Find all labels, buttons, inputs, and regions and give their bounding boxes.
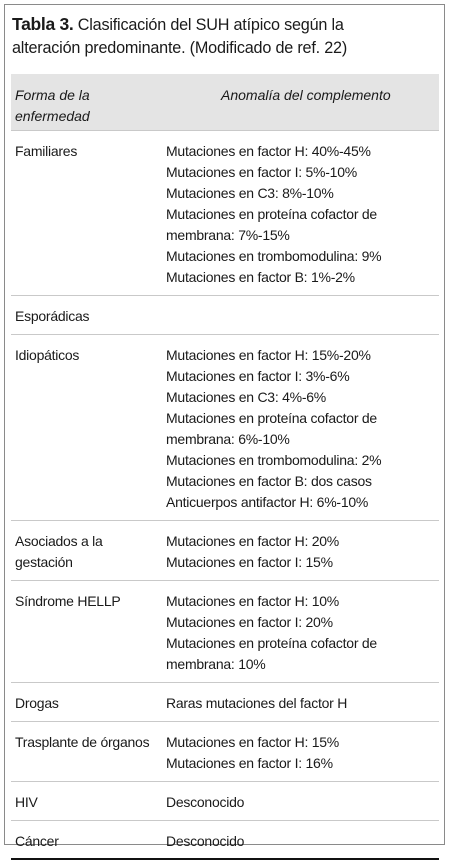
cell-complement-anomaly — [166, 345, 436, 513]
cell-line: Mutaciones en proteína cofactor de — [166, 206, 377, 222]
cell-disease-form — [15, 345, 155, 366]
cell-line: Mutaciones en factor I: 15% — [166, 554, 333, 570]
table-row — [11, 782, 439, 821]
cell-line: Drogas — [15, 695, 59, 711]
cell-disease-form — [15, 306, 155, 327]
classification-table — [11, 74, 439, 860]
cell-line: Mutaciones en factor H: 15% — [166, 734, 340, 750]
cell-line: Mutaciones en factor I: 3%-6% — [166, 368, 350, 384]
cell-line: Familiares — [15, 143, 78, 159]
cell-line: Desconocido — [166, 833, 245, 849]
cell-line: Idiopáticos — [15, 347, 80, 363]
cell-line: Raras mutaciones del factor H — [166, 695, 348, 711]
table-row — [11, 335, 439, 521]
cell-complement-anomaly — [166, 141, 436, 288]
cell-line: Esporádicas — [15, 308, 90, 324]
cell-line: gestación — [15, 554, 73, 570]
cell-complement-anomaly — [166, 792, 436, 813]
cell-line: Mutaciones en factor B: 1%-2% — [166, 269, 355, 285]
cell-line: Mutaciones en factor H: 40%-45% — [166, 143, 371, 159]
cell-line: Trasplante de órganos — [15, 734, 150, 750]
table-row — [11, 296, 439, 335]
cell-line: Desconocido — [166, 794, 245, 810]
cell-line: Síndrome HELLP — [15, 593, 121, 609]
cell-disease-form — [15, 693, 155, 714]
header-form-of-disease — [15, 85, 145, 127]
table-label: Tabla 3. — [12, 14, 74, 34]
cell-line: HIV — [15, 794, 38, 810]
cell-line: Mutaciones en factor H: 20% — [166, 533, 340, 549]
table-caption — [12, 13, 432, 60]
table-row — [11, 722, 439, 782]
table-row — [11, 821, 439, 860]
cell-line: Mutaciones en factor H: 15%-20% — [166, 347, 371, 363]
cell-line: membrana: 10% — [166, 656, 266, 672]
cell-line: Mutaciones en proteína cofactor de — [166, 410, 377, 426]
cell-complement-anomaly — [166, 693, 436, 714]
header-col1-line: enfermedad — [15, 108, 90, 124]
cell-disease-form — [15, 531, 155, 573]
table-row — [11, 131, 439, 296]
table-header — [11, 74, 439, 131]
cell-complement-anomaly — [166, 591, 436, 675]
table-row — [11, 581, 439, 683]
cell-disease-form — [15, 792, 155, 813]
cell-line: Mutaciones en C3: 4%-6% — [166, 389, 327, 405]
cell-line: Asociados a la — [15, 533, 103, 549]
header-col1-line: Forma de la — [15, 87, 90, 103]
cell-line: Mutaciones en C3: 8%-10% — [166, 185, 334, 201]
cell-complement-anomaly — [166, 531, 436, 573]
cell-line: Anticuerpos antifactor H: 6%-10% — [166, 494, 369, 510]
cell-line: Mutaciones en factor I: 5%-10% — [166, 164, 357, 180]
caption-text-line1: Clasificación del SUH atípico según la — [73, 16, 344, 34]
cell-complement-anomaly — [166, 732, 436, 774]
cell-line: Mutaciones en factor I: 20% — [166, 614, 333, 630]
cell-line: Mutaciones en factor H: 10% — [166, 593, 340, 609]
header-complement-anomaly: Anomalía del complemento — [221, 87, 391, 103]
cell-line: Mutaciones en factor I: 16% — [166, 755, 333, 771]
cell-line: membrana: 7%-15% — [166, 227, 290, 243]
cell-disease-form — [15, 591, 155, 612]
table-row — [11, 521, 439, 581]
caption-text-line2: alteración predominante. (Modificado de ref. 22) — [12, 39, 348, 57]
cell-line: Cáncer — [15, 833, 59, 849]
cell-line: membrana: 6%-10% — [166, 431, 290, 447]
table-body — [11, 131, 439, 860]
cell-line: Mutaciones en trombomodulina: 9% — [166, 248, 382, 264]
cell-line: Mutaciones en factor B: dos casos — [166, 473, 372, 489]
cell-disease-form — [15, 732, 155, 753]
cell-line: Mutaciones en proteína cofactor de — [166, 635, 377, 651]
cell-disease-form — [15, 141, 155, 162]
cell-line: Mutaciones en trombomodulina: 2% — [166, 452, 382, 468]
table-row — [11, 683, 439, 722]
